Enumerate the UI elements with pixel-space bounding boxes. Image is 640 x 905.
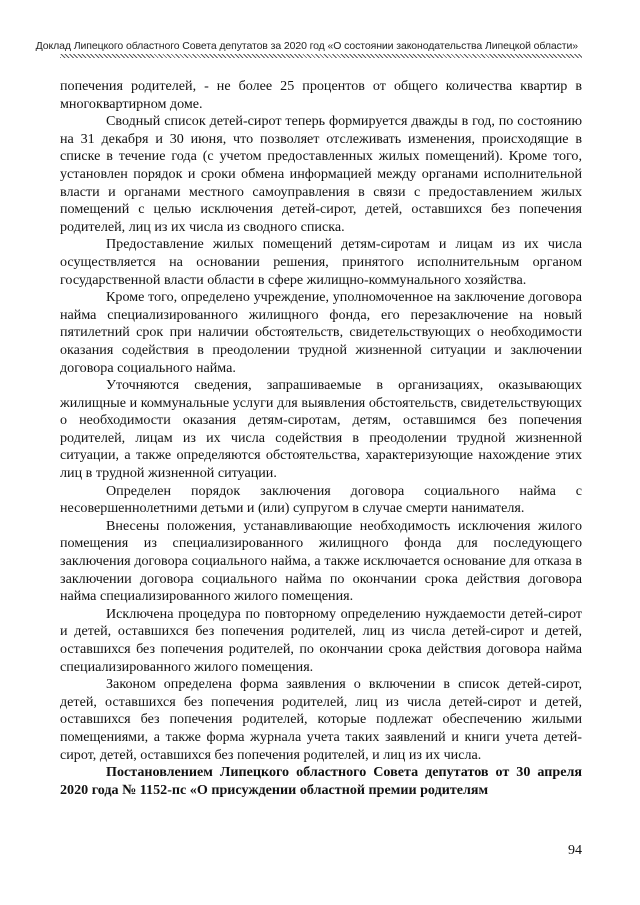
paragraph-social-lease: Определен порядок заключения договора социального найма с несовершеннолетними детьми и (или) супругом в случае смерти нанимателя. (60, 482, 582, 517)
paragraph-summary-list: Сводный список детей-сирот теперь формируется дважды в год, по состоянию на 31 декабря и 30 июня, что позволяет отслеживать изменения, происходящие в списке в течение года (с учетом предоставленных жилых помещений). Кроме того, установлен порядок и сроки обмена информацией между органами исполнительной власти и органами местного самоуправления в связи с предоставлением жилых помещений с целью исключения детей-сирот, детей, оставшихся без попечения родителей, лиц из их числа из сводного списка. (60, 113, 582, 235)
document-body (60, 78, 582, 799)
paragraph-procedure-excluded: Исключена процедура по повторному определению нуждаемости детей-сирот и детей, оставшихся без попечения родителей, лиц из числа детей-сирот и детей, оставшихся без попечения родителей, по окончании срока действия договора найма специализированного жилого помещения. (60, 605, 582, 675)
running-header: Доклад Липецкого областного Совета депутатов за 2020 год «О состоянии законодательства Липецкой области» (35, 40, 578, 52)
page-number: 94 (568, 843, 582, 858)
paragraph-institution: Кроме того, определено учреждение, уполномоченное на заключение договора найма специализированного жилищного фонда, его перезаключение на новый пятилетний срок при наличии обстоятельств, свидетельствующих о необходимости оказания содействия в преодолении трудной жизненной ситуации и заключении договора социального найма. (60, 289, 582, 376)
paragraph-continuation: попечения родителей, - не более 25 процентов от общего количества квартир в многоквартирном доме. (60, 78, 582, 112)
paragraph-resolution: Постановлением Липецкого областного Совета депутатов от 30 апреля 2020 года № 1152-пс «О присуждении областной премии родителям (60, 764, 582, 798)
paragraph-information-requests: Уточняются сведения, запрашиваемые в организациях, оказывающих жилищные и коммунальные услуги для выявления обстоятельств, свидетельствующих о необходимости оказания детям-сиротам, детям, оставшимся без попечения родителей, лицам из их числа содействия в преодолении трудной жизненной ситуации, а также определяются обстоятельства, характеризующие нахождение этих лиц в трудной жизненной ситуации. (60, 377, 582, 482)
header-divider (60, 54, 582, 58)
paragraph-application-form: Законом определена форма заявления о включении в список детей-сирот, детей, оставшихся без попечения родителей, лиц из числа детей-сирот и детей, оставшихся без попечения родителей, которые подлежат обеспечению жилыми помещениями, а также форма журнала учета таких заявлений и книги учета детей-сирот, детей, оставшихся без попечения родителей, и лиц из их числа. (60, 676, 582, 763)
paragraph-housing-provision: Предоставление жилых помещений детям-сиротам и лицам из их числа осуществляется на основании решения, принятого исполнительным органом государственной власти области в сфере жилищно-коммунального хозяйства. (60, 236, 582, 288)
paragraph-exclusion-provisions: Внесены положения, устанавливающие необходимость исключения жилого помещения из специализированного жилищного фонда для последующего заключения договора социального найма, а также исключается основание для отказа в заключении договора социального найма по окончании срока действия договора найма специализированного жилого помещения. (60, 517, 582, 605)
